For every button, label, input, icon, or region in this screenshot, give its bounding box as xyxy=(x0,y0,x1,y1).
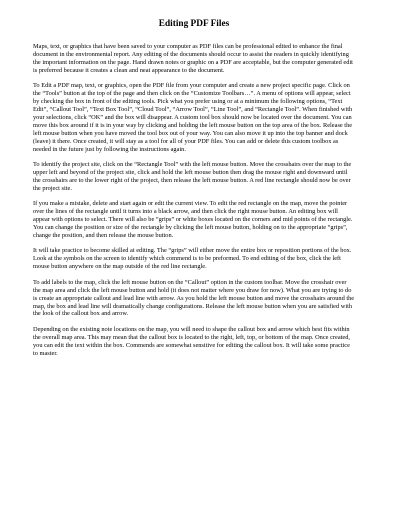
paragraph-practice: It will take practice to become skilled at editing. The “grips” will either move the entire box or reposition portions of the box. Look at the symbols on the screen to identify which commend is to be preformed. To end editing of the box, click the left mouse button anywhere on the map outside of the red line rectangle. xyxy=(33,247,352,271)
paragraph-intro: Maps, text, or graphics that have been saved to your computer as PDF files can be professional edited to enhance the final document in the environmental report. Any editing of the documents should occur to assist the readers in quickly identifying the important information on the page. Hand drawn notes or graphic on a PDF are acceptable, but the computer generated edit is preferred because it creates a clean and neat appearance to the document. xyxy=(33,43,353,74)
paragraph-identify-site: To identify the project site, click on the “Rectangle Tool” with the left mouse button. Move the crosshairs over the map to the upper left and beyond of the project site, click and hold the left mouse button then drag the mouse right and downward until the crosshairs are to the lower right of the project, then release the left mouse button. A red line rectangle should now be over the project site. xyxy=(33,161,352,193)
paragraph-callout: Depending on the existing note locations on the map, you will need to shape the callout box and arrow which best fits within the overall map area. This may mean that the callout box is located to the right, left, top, or bottom of the map. Once created, you can edit the text within the box. Commends are somewhat sensitive for editing the callout box. It will take some practice to master. xyxy=(33,325,350,357)
paragraph-edit-pdf: To Edit a PDF map, text, or graphics, open the PDF file from your computer and create a new project specific page. Click on the “Tools” button at the top of the page and then click on the “Customize Toolbars…”. A menu of options will appear, select by checking the box in front of the editing tools. Pick what you prefer using or at a minimum the following options, “Text Edit”, “Callout Tool”, “Text Box Tool”, “Cloud Tool”, “Arrow Tool”, “Line Tool”, and “Rectangle Tool”. When finished with your selections, click “OK” and the box will disappear. A custom tool box should now be located over the document. You can move this box around if it is in your way by clicking and holding the left mouse button on the top area of the box. Release the left mouse button when you have moved the tool box out of your way. You can also move it up into the top banner and dock (leave) it there. Once created, it will stay as a tool for all of your PDF files. You can add or delete this custom toolbox as needed in the future just by following the instructions again. xyxy=(33,82,353,153)
paragraph-mistakes: If you make a mistake, delete and start again or edit the current view. To edit the red rectangle on the map, move the pointer over the lines of the rectangle until it turns into a black arrow, and then click the right mouse button. An editing box will appear with options to select. There will also be “grips” or white boxes located on the corners and mid points of the rectangle. You can change the position or size of the rectangle by clicking the left mouse button, holding on to the appropriate “grips”, change the position, and then release the mouse button. xyxy=(33,200,353,240)
paragraph-labels: To add labels to the map, click the left mouse button on the “Callout” option in the custom toolbar. Move the crosshair over the map area and click the left mouse button and hold (it does not matter where you draw for now). What you are trying to do is create an appropriate callout and lead line with arrow. As you hold the left mouse button and move the crosshairs around the map, the box and lead line will dramatically change configurations. Release the left mouse button when you are satisfied with the look of the callout box and arrow. xyxy=(33,278,355,318)
page-title: Editing PDF Files xyxy=(158,19,230,29)
